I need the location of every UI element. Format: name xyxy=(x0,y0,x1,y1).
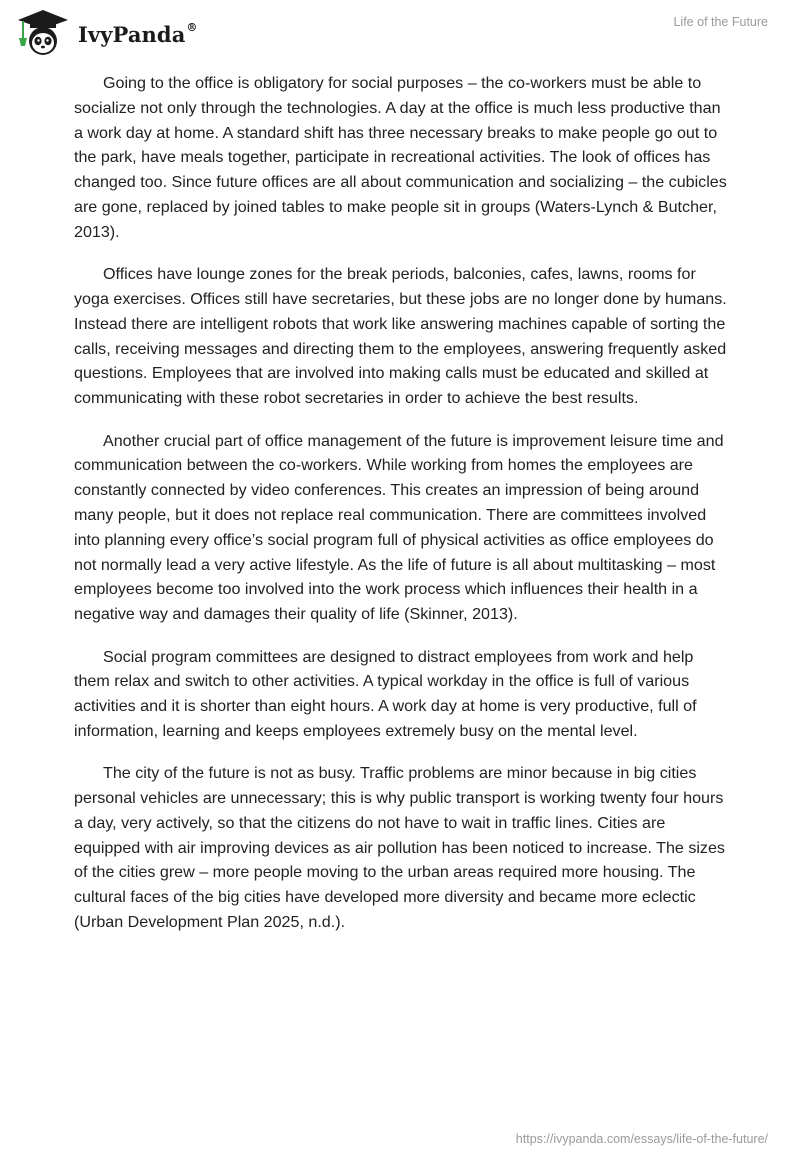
paragraph-2: Offices have lounge zones for the break periods, balconies, cafes, lawns, rooms for yoga exercises. Offices still have secretaries, but these jobs are no longer done by humans. Instead there are intelligent robots that work like answering machines capable of sorting the calls, receiving messages and directing them to the employees, answering frequently asked questions. Employees that are involved into making calls must be educated and skilled at communicating with these robot secretaries in order to achieve the best results. xyxy=(74,265,727,408)
paragraph-3: Another crucial part of office management of the future is improvement leisure time and communication between the co-workers. While working from homes the employees are constantly connected by video conferences. This creates an impression of being around many people, but it does not replace real communication. There are committees involved into planning every office’s social program full of physical activities as office employees do not normally lead a very active lifestyle. As the life of future is all about multitasking – most employees become too involved into the work process which influences their health in a negative way and damages their quality of life (Skinner, 2013). xyxy=(74,431,724,624)
paragraph-4: Social program committees are designed to distract employees from work and help them relax and switch to other activities. A typical workday in the office is full of various activities and it is shorter than eight hours. A work day at home is very productive, full of information, learning and keeps employees extremely busy on the mental level. xyxy=(74,647,697,740)
page-header xyxy=(0,0,800,70)
paragraph-5: The city of the future is not as busy. Traffic problems are minor because in big cities personal vehicles are unnecessary; this is why public transport is working twenty four hours a day, very actively, so that the citizens do not have to wait in traffic lines. Cities are equipped with air improving devices as air pollution has been noticed to increase. The sizes of the cities grew – more people moving to the urban areas required more housing. The cultural faces of the big cities have developed more diversity and became more eclectic (Urban Development Plan 2025, n.d.). xyxy=(74,764,725,932)
registered-mark: ® xyxy=(186,20,198,34)
brand-name: IvyPanda® xyxy=(78,20,198,47)
brand-logo[interactable] xyxy=(14,8,198,58)
source-url[interactable]: https://ivypanda.com/essays/life-of-the-future/ xyxy=(515,1132,768,1146)
paragraph-1: Going to the office is obligatory for social purposes – the co-workers must be able to socialize not only through the technologies. A day at the office is much less productive than a work day at home. A standard shift has three necessary breaks to make people go out to the park, have meals together, participate in recreational activities. The look of offices has changed too. Since future offices are all about communication and socializing – the cubicles are gone, replaced by joined tables to make people sit in groups (Waters-Lynch & Butcher, 2013). xyxy=(74,74,727,241)
essay-body xyxy=(74,71,730,952)
panda-graduation-cap-icon xyxy=(14,8,72,58)
document-title: Life of the Future xyxy=(673,15,768,29)
